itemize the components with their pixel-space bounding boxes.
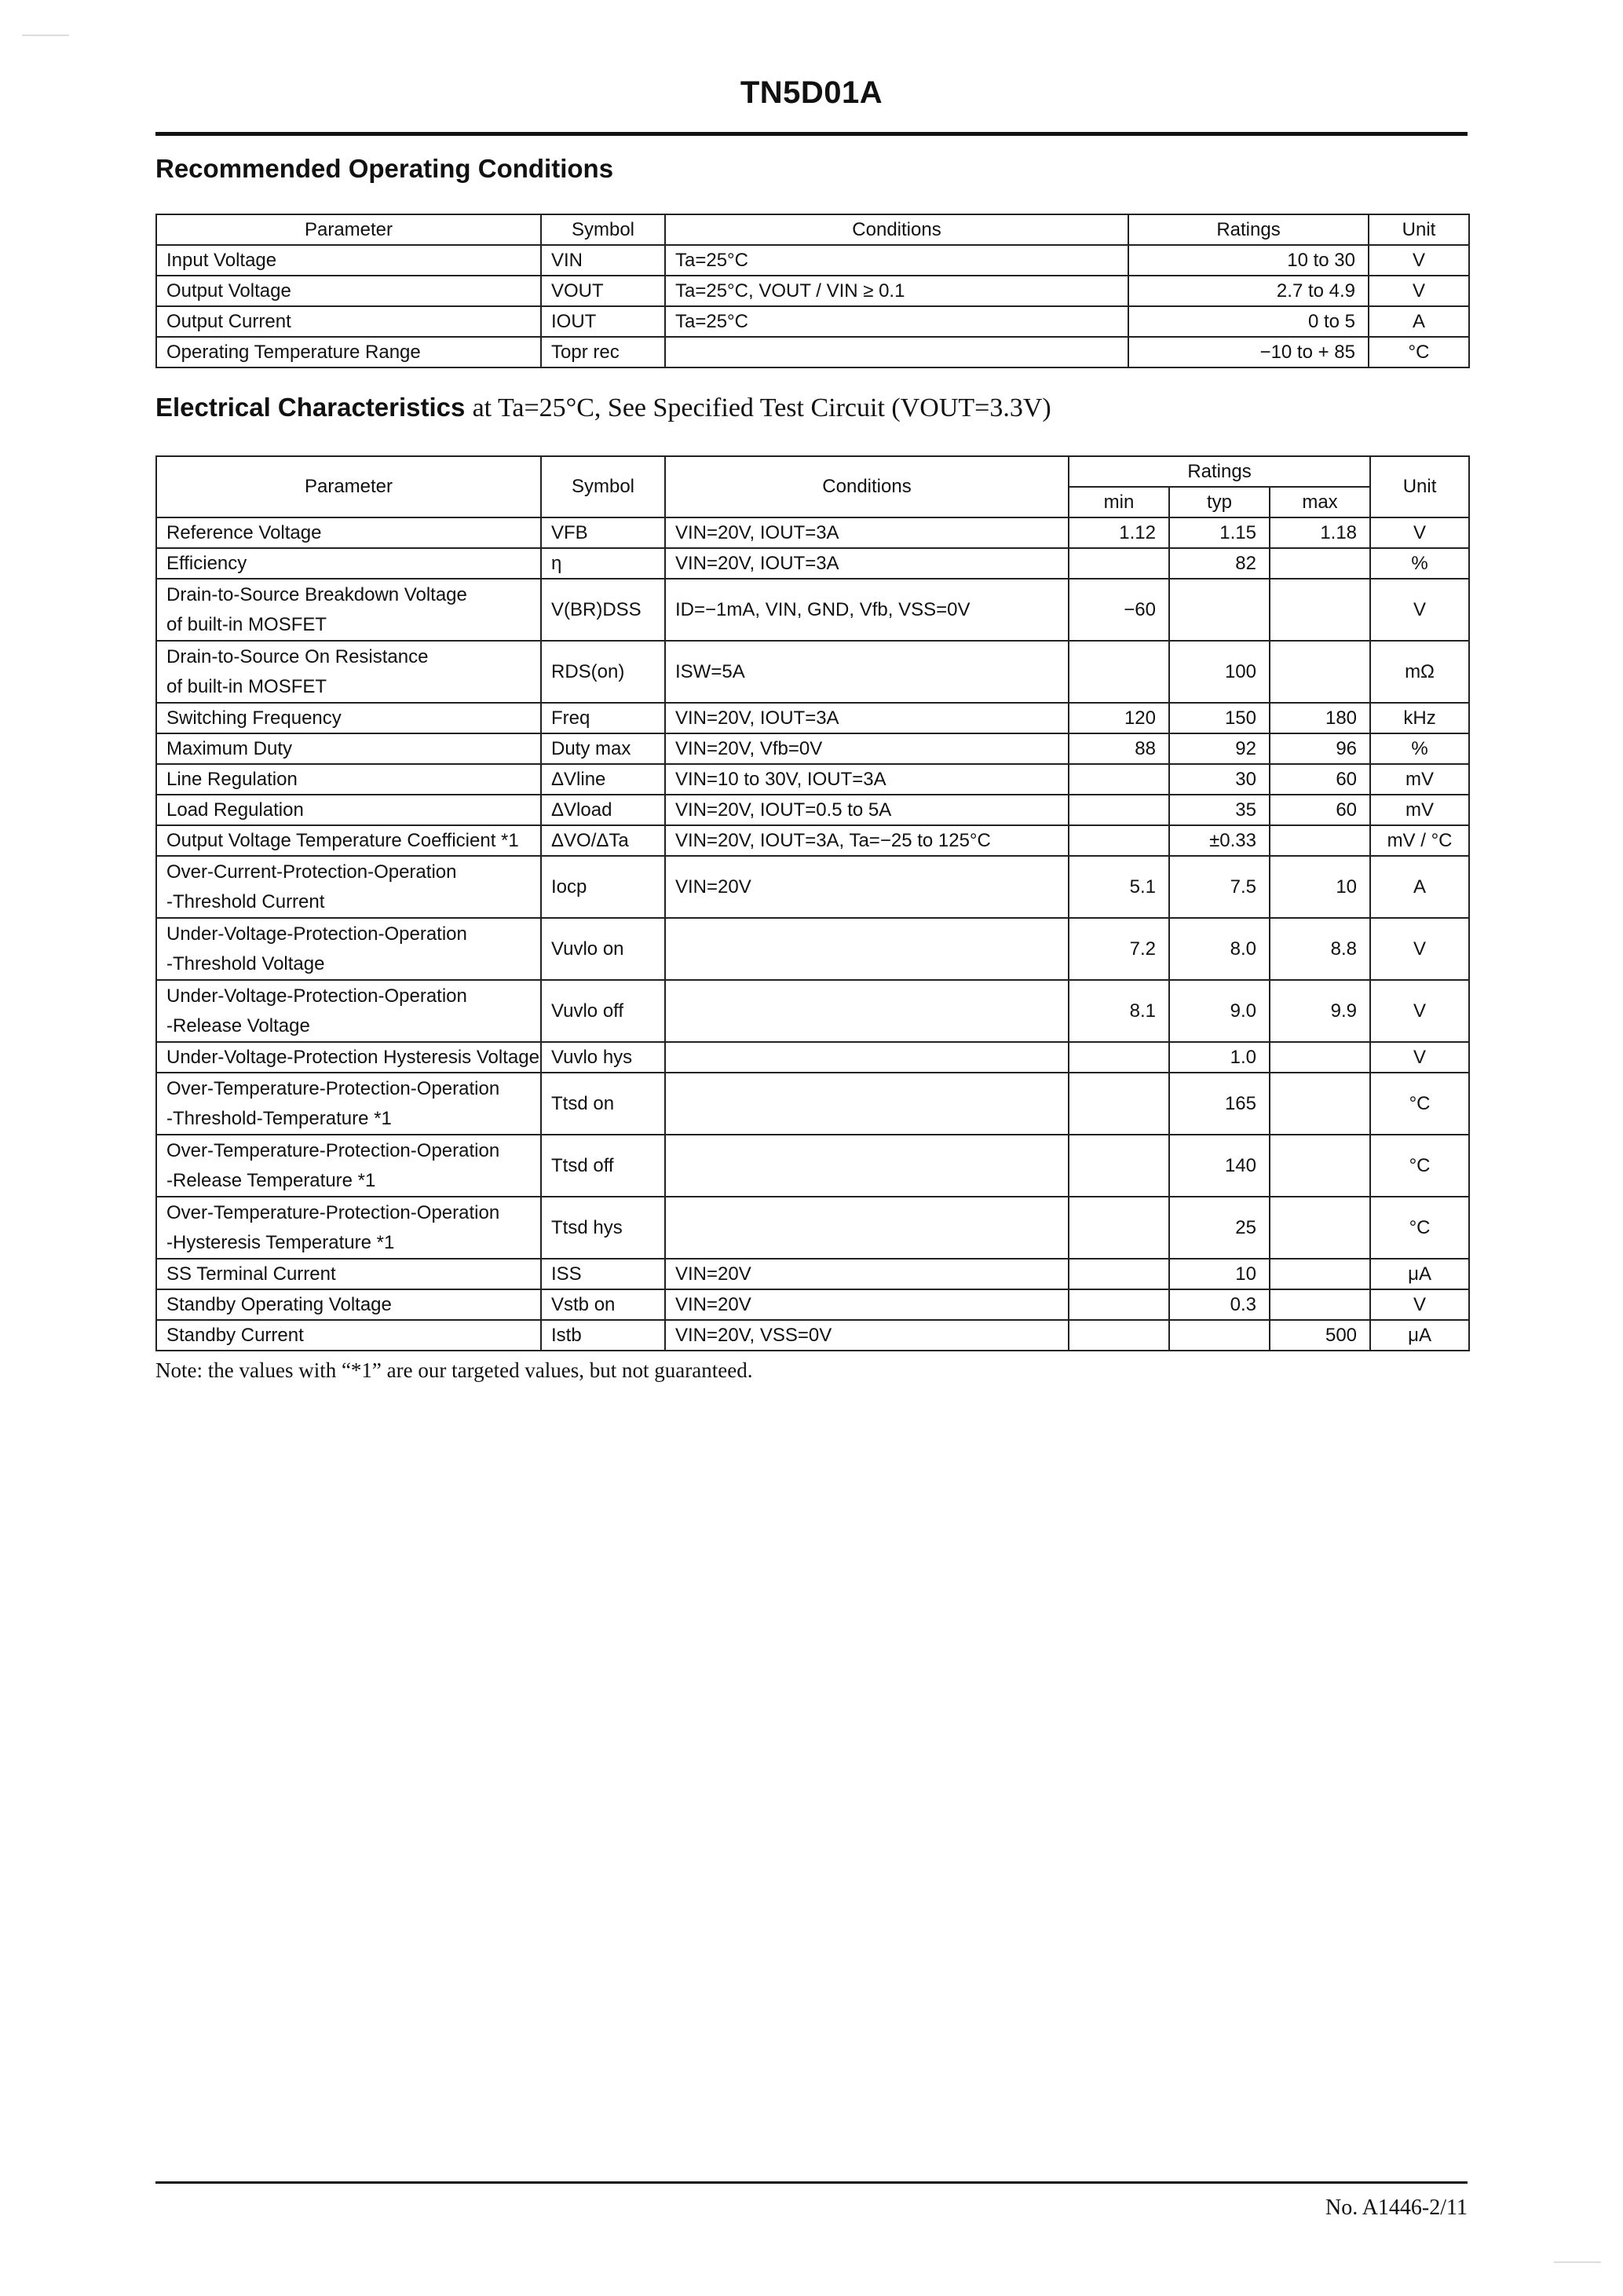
ec-cell-min: 5.1 <box>1069 856 1169 918</box>
ec-cell-typ: 1.0 <box>1169 1042 1270 1073</box>
rec-cell-symbol: VOUT <box>541 276 665 306</box>
ec-cell-unit: V <box>1370 517 1469 548</box>
ec-cell-max: 9.9 <box>1270 980 1370 1042</box>
rec-cell-parameter: Output Voltage <box>156 276 541 306</box>
ec-cell-unit: mV / °C <box>1370 825 1469 856</box>
ec-cell-typ: 1.15 <box>1169 517 1270 548</box>
ec-cell-typ: 9.0 <box>1169 980 1270 1042</box>
ec-cell-unit: V <box>1370 1289 1469 1320</box>
ec-cell-unit: °C <box>1370 1073 1469 1135</box>
ec-cell-symbol: Freq <box>541 703 665 733</box>
ec-cell-conditions <box>665 1042 1069 1073</box>
corner-mark-bottom <box>1554 2261 1601 2263</box>
ec-cell-symbol: VFB <box>541 517 665 548</box>
table-row <box>156 245 1469 276</box>
ec-cell-max: 60 <box>1270 795 1370 825</box>
ec-cell-unit: kHz <box>1370 703 1469 733</box>
ec-cell-conditions: VIN=20V, Vfb=0V <box>665 733 1069 764</box>
ec-cell-conditions: VIN=20V <box>665 856 1069 918</box>
table-row <box>156 1259 1469 1289</box>
ec-cell-parameter <box>156 641 541 703</box>
ec-cell-conditions: VIN=20V <box>665 1259 1069 1289</box>
table-row <box>156 1073 1469 1135</box>
ec-cell-max <box>1270 1197 1370 1259</box>
ec-cell-symbol: Vuvlo hys <box>541 1042 665 1073</box>
rec-cell-ratings: −10 to + 85 <box>1128 337 1369 367</box>
rec-cell-parameter: Operating Temperature Range <box>156 337 541 367</box>
ec-cell-parameter <box>156 1197 541 1259</box>
ec-cell-min: −60 <box>1069 579 1169 641</box>
ec-cell-typ: 100 <box>1169 641 1270 703</box>
table-row <box>156 548 1469 579</box>
ec-cell-min <box>1069 1073 1169 1135</box>
ec-cell-typ: 0.3 <box>1169 1289 1270 1320</box>
ec-cell-min <box>1069 641 1169 703</box>
ec-cell-unit: mΩ <box>1370 641 1469 703</box>
ec-cell-max <box>1270 641 1370 703</box>
ec-cell-unit: mV <box>1370 764 1469 795</box>
ec-cell-unit: °C <box>1370 1135 1469 1197</box>
rec-cell-conditions: Ta=25°C <box>665 245 1128 276</box>
ec-parameter-line-1: Over-Temperature-Protection-Operation <box>166 1077 500 1099</box>
footnote: Note: the values with “*1” are our targeted values, but not guaranteed. <box>155 1358 753 1382</box>
rec-cell-conditions: Ta=25°C, VOUT / VIN ≥ 0.1 <box>665 276 1128 306</box>
ec-cell-symbol: V(BR)DSS <box>541 579 665 641</box>
ec-cell-symbol: Iocp <box>541 856 665 918</box>
ec-parameter-line-2: -Threshold-Temperature *1 <box>166 1107 392 1129</box>
table-row <box>156 733 1469 764</box>
rec-cell-unit: A <box>1369 306 1469 337</box>
ec-cell-typ: 30 <box>1169 764 1270 795</box>
ec-cell-conditions <box>665 980 1069 1042</box>
ec-cell-min <box>1069 1135 1169 1197</box>
table-row <box>156 337 1469 367</box>
ec-header-max: max <box>1270 487 1370 517</box>
ec-cell-typ: 10 <box>1169 1259 1270 1289</box>
ec-heading-subtitle: at Ta=25°C, See Specified Test Circuit (VOUT=3.3V) <box>472 393 1051 422</box>
ec-cell-unit: V <box>1370 579 1469 641</box>
ec-cell-conditions: VIN=20V, IOUT=3A <box>665 548 1069 579</box>
ec-cell-conditions: ISW=5A <box>665 641 1069 703</box>
rec-cell-unit: °C <box>1369 337 1469 367</box>
table-row <box>156 980 1469 1042</box>
ec-cell-unit: V <box>1370 918 1469 980</box>
ec-header-min: min <box>1069 487 1169 517</box>
ec-header-unit: Unit <box>1370 456 1469 517</box>
ec-heading-title: Electrical Characteristics <box>155 393 466 422</box>
ec-cell-conditions: VIN=10 to 30V, IOUT=3A <box>665 764 1069 795</box>
ec-parameter-line-1: Over-Current-Protection-Operation <box>166 861 457 883</box>
ec-cell-conditions: VIN=20V, IOUT=0.5 to 5A <box>665 795 1069 825</box>
page-title: TN5D01A <box>740 75 883 110</box>
rec-cell-conditions <box>665 337 1128 367</box>
ec-cell-unit: V <box>1370 980 1469 1042</box>
electrical-characteristics-table <box>155 455 1470 1351</box>
ec-parameter-line-2: -Threshold Current <box>166 890 325 912</box>
ec-cell-conditions <box>665 1135 1069 1197</box>
ec-cell-conditions <box>665 1073 1069 1135</box>
table-row <box>156 764 1469 795</box>
ec-cell-unit: % <box>1370 548 1469 579</box>
ec-cell-conditions: VIN=20V, IOUT=3A, Ta=−25 to 125°C <box>665 825 1069 856</box>
ec-parameter-line-1: Drain-to-Source Breakdown Voltage <box>166 583 467 605</box>
rec-header-unit: Unit <box>1369 214 1469 245</box>
ec-parameter-line-2: -Hysteresis Temperature *1 <box>166 1231 395 1253</box>
table-row <box>156 1135 1469 1197</box>
recommended-conditions-heading: Recommended Operating Conditions <box>155 154 614 183</box>
ec-cell-min: 7.2 <box>1069 918 1169 980</box>
ec-header-conditions: Conditions <box>665 456 1069 517</box>
rec-cell-unit: V <box>1369 245 1469 276</box>
ec-cell-typ: 140 <box>1169 1135 1270 1197</box>
ec-cell-min <box>1069 1259 1169 1289</box>
ec-cell-symbol: ISS <box>541 1259 665 1289</box>
ec-header-parameter: Parameter <box>156 456 541 517</box>
ec-cell-parameter: Standby Current <box>156 1320 541 1351</box>
ec-parameter-line-2: of built-in MOSFET <box>166 613 327 635</box>
ec-cell-parameter <box>156 856 541 918</box>
ec-cell-unit: μA <box>1370 1320 1469 1351</box>
ec-parameter-line-1: Under-Voltage-Protection-Operation <box>166 923 467 945</box>
rec-cell-ratings: 0 to 5 <box>1128 306 1369 337</box>
rec-cell-symbol: IOUT <box>541 306 665 337</box>
table-row <box>156 579 1469 641</box>
ec-cell-min <box>1069 1042 1169 1073</box>
ec-parameter-line-1: Over-Temperature-Protection-Operation <box>166 1201 500 1223</box>
ec-header-ratings: Ratings <box>1069 456 1370 487</box>
table-row <box>156 703 1469 733</box>
table-row <box>156 641 1469 703</box>
ec-cell-max: 1.18 <box>1270 517 1370 548</box>
ec-cell-parameter <box>156 980 541 1042</box>
ec-cell-min <box>1069 825 1169 856</box>
recommended-conditions-table <box>155 214 1470 368</box>
rec-header-parameter: Parameter <box>156 214 541 245</box>
ec-cell-typ: 165 <box>1169 1073 1270 1135</box>
rec-cell-symbol: VIN <box>541 245 665 276</box>
ec-cell-min <box>1069 548 1169 579</box>
ec-cell-symbol: Duty max <box>541 733 665 764</box>
ec-cell-conditions <box>665 918 1069 980</box>
rec-cell-ratings: 10 to 30 <box>1128 245 1369 276</box>
rec-cell-conditions: Ta=25°C <box>665 306 1128 337</box>
table-row <box>156 1289 1469 1320</box>
ec-cell-max: 500 <box>1270 1320 1370 1351</box>
ec-cell-min: 120 <box>1069 703 1169 733</box>
table-row <box>156 517 1469 548</box>
ec-cell-typ: 150 <box>1169 703 1270 733</box>
ec-cell-symbol: ΔVload <box>541 795 665 825</box>
ec-header-row-1 <box>156 456 1469 487</box>
table-row <box>156 276 1469 306</box>
ec-cell-symbol: Vuvlo off <box>541 980 665 1042</box>
bottom-rule <box>155 2181 1468 2184</box>
ec-parameter-line-1: Over-Temperature-Protection-Operation <box>166 1139 500 1161</box>
ec-cell-max: 96 <box>1270 733 1370 764</box>
ec-cell-symbol: Ttsd off <box>541 1135 665 1197</box>
ec-cell-unit: °C <box>1370 1197 1469 1259</box>
ec-cell-parameter <box>156 918 541 980</box>
ec-cell-parameter: Efficiency <box>156 548 541 579</box>
ec-cell-max <box>1270 1042 1370 1073</box>
ec-cell-unit: mV <box>1370 795 1469 825</box>
ec-cell-max <box>1270 548 1370 579</box>
ec-cell-typ: 8.0 <box>1169 918 1270 980</box>
ec-cell-parameter: Output Voltage Temperature Coefficient *1 <box>156 825 541 856</box>
ec-header-typ: typ <box>1169 487 1270 517</box>
ec-cell-symbol: Ttsd hys <box>541 1197 665 1259</box>
ec-cell-max: 60 <box>1270 764 1370 795</box>
ec-cell-conditions: VIN=20V, IOUT=3A <box>665 517 1069 548</box>
ec-cell-parameter: Under-Voltage-Protection Hysteresis Voltage <box>156 1042 541 1073</box>
rec-cell-ratings: 2.7 to 4.9 <box>1128 276 1369 306</box>
ec-cell-symbol: Ttsd on <box>541 1073 665 1135</box>
ec-parameter-line-1: Drain-to-Source On Resistance <box>166 645 429 667</box>
ec-cell-parameter: Line Regulation <box>156 764 541 795</box>
table-row <box>156 1320 1469 1351</box>
rec-header-row <box>156 214 1469 245</box>
rec-cell-symbol: Topr rec <box>541 337 665 367</box>
ec-cell-unit: V <box>1370 1042 1469 1073</box>
ec-parameter-line-2: of built-in MOSFET <box>166 675 327 697</box>
rec-table-body <box>156 245 1469 367</box>
table-row <box>156 825 1469 856</box>
ec-cell-parameter: Switching Frequency <box>156 703 541 733</box>
ec-cell-unit: μA <box>1370 1259 1469 1289</box>
ec-cell-typ <box>1169 579 1270 641</box>
ec-cell-min <box>1069 764 1169 795</box>
ec-table-body <box>156 517 1469 1351</box>
ec-cell-parameter <box>156 1135 541 1197</box>
ec-cell-parameter: SS Terminal Current <box>156 1259 541 1289</box>
ec-cell-min <box>1069 795 1169 825</box>
ec-cell-min <box>1069 1197 1169 1259</box>
ec-cell-typ: 7.5 <box>1169 856 1270 918</box>
ec-cell-parameter: Load Regulation <box>156 795 541 825</box>
rec-header-symbol: Symbol <box>541 214 665 245</box>
ec-cell-typ: 35 <box>1169 795 1270 825</box>
corner-mark-top <box>22 35 69 36</box>
rec-header-conditions: Conditions <box>665 214 1128 245</box>
ec-cell-unit: % <box>1370 733 1469 764</box>
ec-cell-typ: 92 <box>1169 733 1270 764</box>
ec-cell-conditions: VIN=20V, VSS=0V <box>665 1320 1069 1351</box>
ec-cell-conditions: ID=−1mA, VIN, GND, Vfb, VSS=0V <box>665 579 1069 641</box>
table-row <box>156 1042 1469 1073</box>
ec-cell-typ <box>1169 1320 1270 1351</box>
ec-cell-min: 88 <box>1069 733 1169 764</box>
page-footer: No. A1446-2/11 <box>1325 2195 1468 2220</box>
ec-cell-max <box>1270 1259 1370 1289</box>
ec-cell-conditions: VIN=20V <box>665 1289 1069 1320</box>
rec-header-ratings: Ratings <box>1128 214 1369 245</box>
ec-cell-max: 10 <box>1270 856 1370 918</box>
ec-cell-parameter: Maximum Duty <box>156 733 541 764</box>
ec-cell-max <box>1270 825 1370 856</box>
ec-cell-min: 8.1 <box>1069 980 1169 1042</box>
ec-cell-max: 8.8 <box>1270 918 1370 980</box>
rec-cell-parameter: Output Current <box>156 306 541 337</box>
ec-cell-symbol: RDS(on) <box>541 641 665 703</box>
ec-parameter-line-1: Under-Voltage-Protection-Operation <box>166 985 467 1007</box>
ec-cell-typ: ±0.33 <box>1169 825 1270 856</box>
table-row <box>156 1197 1469 1259</box>
ec-cell-max <box>1270 1135 1370 1197</box>
ec-cell-max <box>1270 579 1370 641</box>
ec-cell-max <box>1270 1289 1370 1320</box>
ec-cell-symbol: Istb <box>541 1320 665 1351</box>
table-row <box>156 918 1469 980</box>
table-row <box>156 306 1469 337</box>
ec-cell-symbol: Vuvlo on <box>541 918 665 980</box>
table-row <box>156 795 1469 825</box>
ec-cell-unit: A <box>1370 856 1469 918</box>
table-row <box>156 856 1469 918</box>
ec-cell-parameter <box>156 1073 541 1135</box>
ec-cell-parameter <box>156 579 541 641</box>
ec-cell-symbol: Vstb on <box>541 1289 665 1320</box>
ec-cell-symbol: ΔVO/ΔTa <box>541 825 665 856</box>
ec-cell-parameter: Reference Voltage <box>156 517 541 548</box>
ec-parameter-line-2: -Threshold Voltage <box>166 952 325 974</box>
ec-cell-min: 1.12 <box>1069 517 1169 548</box>
ec-cell-conditions: VIN=20V, IOUT=3A <box>665 703 1069 733</box>
ec-cell-symbol: ΔVline <box>541 764 665 795</box>
ec-parameter-line-2: -Release Temperature *1 <box>166 1169 376 1191</box>
ec-header-symbol: Symbol <box>541 456 665 517</box>
ec-cell-parameter: Standby Operating Voltage <box>156 1289 541 1320</box>
top-rule <box>155 132 1468 136</box>
rec-cell-unit: V <box>1369 276 1469 306</box>
ec-cell-max <box>1270 1073 1370 1135</box>
ec-cell-typ: 25 <box>1169 1197 1270 1259</box>
ec-cell-min <box>1069 1320 1169 1351</box>
ec-cell-typ: 82 <box>1169 548 1270 579</box>
ec-cell-min <box>1069 1289 1169 1320</box>
ec-parameter-line-2: -Release Voltage <box>166 1015 310 1036</box>
ec-cell-max: 180 <box>1270 703 1370 733</box>
electrical-characteristics-heading <box>155 393 1051 423</box>
ec-cell-conditions <box>665 1197 1069 1259</box>
rec-cell-parameter: Input Voltage <box>156 245 541 276</box>
ec-cell-symbol: η <box>541 548 665 579</box>
